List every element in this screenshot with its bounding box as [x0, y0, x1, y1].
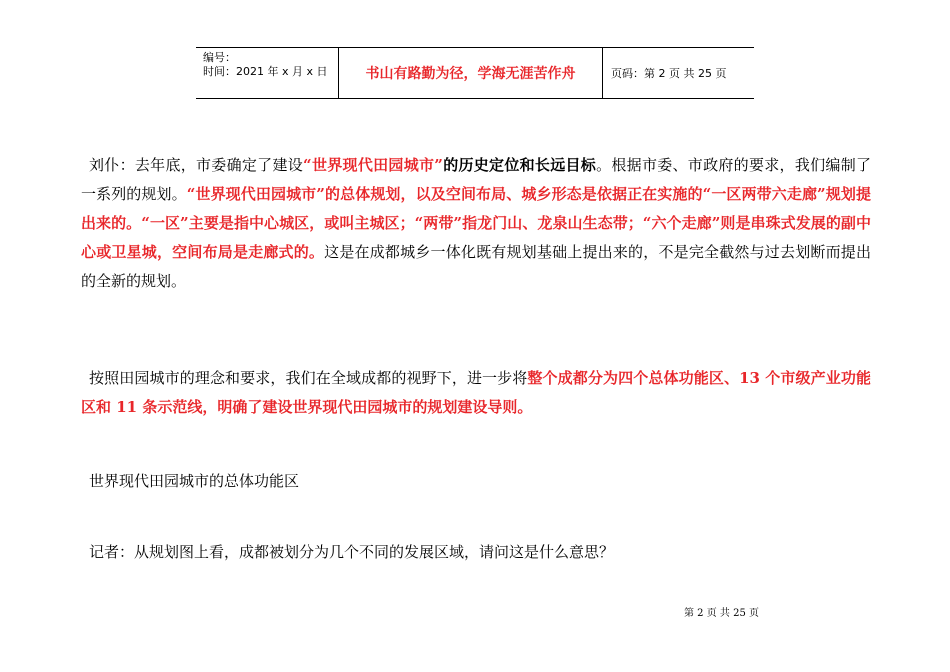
header-page-label: 页码：第 2 页 共 25 页	[611, 67, 727, 80]
paragraph-1	[81, 151, 871, 296]
header-motto: 书山有路勤为径，学海无涯苦作舟	[339, 48, 603, 98]
header-meta	[196, 48, 339, 98]
p2-text-1: 按照田园城市的理念和要求，我们在全域成都的视野下，进一步将	[89, 369, 528, 387]
p1-highlight-1: “世界现代田园城市”	[303, 156, 443, 174]
page-header	[196, 47, 754, 99]
paragraph-2	[81, 364, 871, 422]
p1-text-1: 刘仆：去年底，市委确定了建设	[89, 156, 304, 174]
p1-highlight-2: “世界现代田园城市”的总体规划，以及空间布局、城乡形态是依据正在实施的“一区两带六走廊”规划提出来的。“一区”主要是指中心城区，或叫主城区；“两带”指龙门山、龙泉山生态带；“六个走廊”则是串珠式发展的副中心或卫星城，空间布局是走廊式的。	[81, 185, 871, 261]
paragraph-4: 记者：从规划图上看，成都被划分为几个不同的发展区域，请问这是什么意思？	[89, 543, 615, 561]
page-footer: 第 2 页 共 25 页	[684, 608, 759, 619]
number-label: 编号：	[203, 51, 236, 64]
p1-bold-1: 的历史定位和长远目标	[442, 156, 597, 174]
p2-highlight-1: 整个成都分为四个总体功能区、13 个市级产业功能区和 11 条示范线，明确了建设世界现代田园城市的规划建设导则。	[81, 369, 871, 416]
section-heading: 世界现代田园城市的总体功能区	[89, 472, 300, 490]
time-label: 时间：2021 年 x 月 x 日	[203, 65, 328, 78]
p1-text-3: 这是在成都城乡一体化既有规划基础上提出来的，不是完全截然与过去划断而提出的全新的规划。	[81, 243, 871, 290]
p1-text-2: 。根据市委、市政府的要求，我们编制了一系列的规划。	[81, 156, 871, 203]
